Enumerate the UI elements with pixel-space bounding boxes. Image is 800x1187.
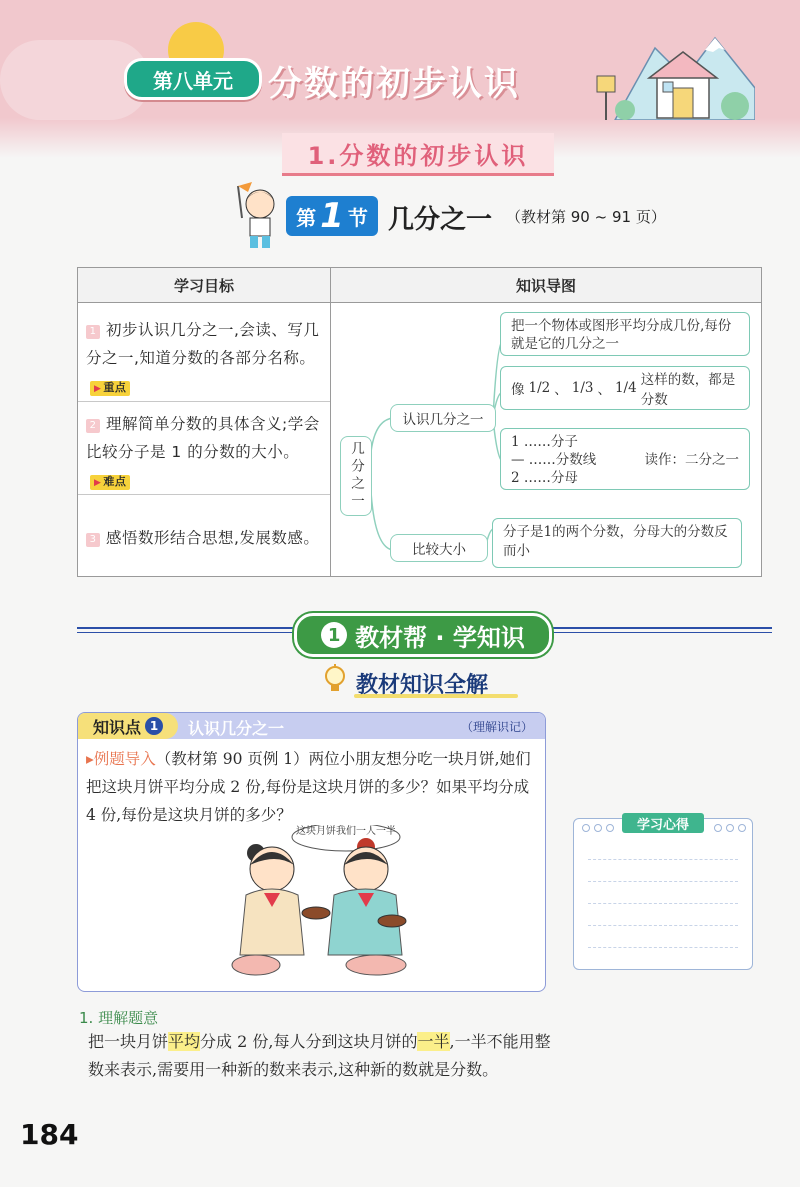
goal-item-2: [86, 410, 322, 494]
fraction-example: 1/3: [571, 380, 594, 396]
divider-line-left: [77, 632, 295, 633]
divider-line-right: [548, 627, 772, 629]
example-text: ▸例题导入（教材第 90 页例 1）两位小朋友想分吃一块月饼,她们把这块月饼平均分成 2 份,每份是这块月饼的多少？如果平均分成 4 份,每份是这块月饼的多少？: [86, 750, 531, 824]
col-knowledge-map: 知识导图: [515, 276, 576, 295]
section-number: 1: [320, 196, 344, 236]
note-line: [588, 947, 738, 948]
step-paragraph: 把一块月饼平均分成 2 份,每人分到这块月饼的一半,一半不能用整数来表示,需要用一种新的数来表示,这种新的数就是分数。: [88, 1032, 551, 1079]
knowledge-point-box: [77, 712, 546, 992]
note-line: [588, 881, 738, 882]
goal-number: 3: [86, 533, 100, 547]
goal-text: 初步认识几分之一,会读、写几分之一,知道分数的各部分名称。: [86, 321, 320, 367]
section-reference: （教材第 90 ~ 91 页）: [506, 208, 666, 226]
knowledge-title: 认识几分之一: [188, 719, 285, 738]
section-divider-pill: [294, 613, 552, 657]
note-line: [588, 903, 738, 904]
reading-label: 读作：二分之一: [644, 452, 739, 468]
step-title: 1. 理解题意: [79, 1009, 159, 1027]
divider-number: 1: [321, 622, 347, 648]
goal-number: 1: [86, 325, 100, 339]
knowledge-label: 知识点 1: [78, 713, 178, 739]
decor-dot-icon: [606, 824, 614, 832]
example-tag: ▸例题导入: [86, 750, 156, 768]
page-number: 184: [20, 1118, 79, 1151]
row-divider: [78, 401, 330, 402]
map-leaf-compare: 分子是1的两个分数，分母大的分数反而小: [492, 518, 742, 568]
row-divider: [78, 494, 330, 495]
unit-label: 第八单元: [124, 58, 262, 100]
numerator-label: 1 ……分子: [511, 434, 578, 450]
subheading: 教材知识全解: [356, 673, 489, 698]
knowledge-tag: （理解识记）: [460, 720, 533, 734]
children-sharing-mooncake-illustration-icon: [216, 825, 436, 985]
goal-item-1: [86, 316, 322, 400]
section-badge: [286, 196, 378, 236]
note-line: [588, 925, 738, 926]
col-learning-goals: 学习目标: [173, 276, 234, 295]
divider-line-left: [77, 627, 295, 629]
section-prefix: 第: [296, 205, 317, 230]
house-illustration-icon: [585, 28, 755, 120]
goal-text: 感悟数形结合思想,发展数感。: [106, 529, 320, 547]
study-notes-card[interactable]: [573, 818, 753, 970]
unit-title: 分数的初步认识: [268, 64, 520, 104]
goals-table: [77, 267, 762, 577]
decor-dot-icon: [738, 824, 746, 832]
decor-dot-icon: [594, 824, 602, 832]
map-root: 几分之一: [340, 436, 372, 516]
decor-dot-icon: [582, 824, 590, 832]
divider-title: 教材帮 · 学知识: [355, 623, 525, 652]
fraction-example: 1/4: [614, 380, 637, 396]
decor-dot-icon: [726, 824, 734, 832]
highlight-even: 平均: [168, 1032, 201, 1051]
decor-dot-icon: [714, 824, 722, 832]
goal-item-3: [86, 524, 322, 552]
goal-tag-key: ▶ 重点: [90, 381, 130, 396]
fraction-example: 1/2: [528, 380, 551, 396]
boy-mascot-icon: [228, 178, 288, 250]
goal-tag-difficult: ▶ 难点: [90, 475, 130, 490]
highlight-half: 一半: [417, 1032, 450, 1051]
note-line: [588, 859, 738, 860]
speech-bubble: 这块月饼我们一人一半: [296, 826, 396, 837]
map-leaf-definition: 把一个物体或图形平均分成几份,每份就是它的几分之一: [500, 312, 750, 356]
map-branch-recognize: 认识几分之一: [390, 404, 496, 432]
lightbulb-icon: [322, 664, 348, 694]
section-title: 几分之一: [388, 205, 493, 235]
fraction-line-label: — ……分数线: [511, 452, 597, 468]
map-leaf-examples: 像 1/2 、 1/3 、 1/4 这样的数，都是分数: [500, 366, 750, 410]
divider-line-right: [548, 632, 772, 633]
goal-number: 2: [86, 419, 100, 433]
knowledge-number: 1: [145, 717, 163, 735]
map-leaf-parts: [500, 428, 750, 490]
notes-title: 学习心得: [622, 813, 704, 833]
denominator-label: 2 ……分母: [511, 470, 578, 486]
goal-text: 理解简单分数的具体含义;学会比较分子是 1 的分数的大小。: [86, 415, 320, 461]
map-branch-compare: 比较大小: [390, 534, 488, 562]
section-suffix: 节: [347, 205, 368, 230]
lesson-title: 1.分数的初步认识: [282, 133, 554, 176]
